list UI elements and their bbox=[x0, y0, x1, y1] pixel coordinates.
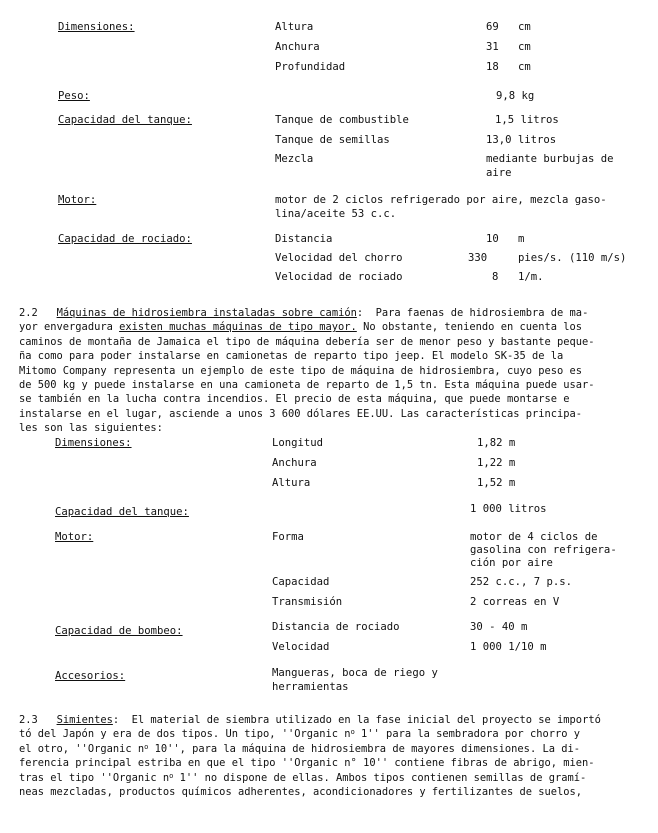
degree-sign: o bbox=[169, 771, 174, 780]
capacidad-rociado-label: Capacidad de rociado: bbox=[58, 233, 192, 245]
longitud-value: 1,82 m bbox=[477, 437, 516, 449]
motor-value-line1: motor de 2 ciclos refrigerado por aire, mezcla gaso- bbox=[275, 194, 607, 206]
motor-value-line2: lina/aceite 53 c.c. bbox=[275, 208, 397, 220]
capacidad-value: 252 c.c., 7 p.s. bbox=[470, 576, 573, 588]
accesorios-value-line2: herramientas bbox=[272, 681, 349, 693]
altura-value-2: 1,52 m bbox=[477, 477, 516, 489]
velocidad-rociado-unit: 1/m. bbox=[518, 271, 544, 283]
anchura-unit: cm bbox=[518, 41, 531, 53]
accesorios-value-line1: Mangueras, boca de riego y bbox=[272, 667, 438, 679]
paragraph-line: ña como para poder instalarse en camionetas de reparto tipo jeep. El modelo SK-35 de la bbox=[19, 350, 564, 363]
paragraph-line: se también en la lucha contra incendios. El precio de esta máquina, que puede montarse e bbox=[19, 393, 570, 406]
paragraph-line: 1'' no dispone de ellas. Ambos tipos contienen semillas de gramí- bbox=[173, 771, 587, 784]
capacidad-label: Capacidad bbox=[272, 576, 330, 588]
paragraph-line: de 500 kg y puede instalarse en una camioneta de reparto de 1,5 tn. Esta máquina puede usar- bbox=[19, 379, 595, 392]
forma-value-line3: ción por aire bbox=[470, 557, 553, 569]
distancia-rociado-value: 30 - 40 m bbox=[470, 621, 528, 633]
forma-label: Forma bbox=[272, 531, 304, 543]
anchura-value: 31 bbox=[486, 41, 499, 53]
mezcla-value-line2: aire bbox=[486, 167, 512, 179]
paragraph-line: instalarse en el lugar, asciende a unos 3 600 dólares EE.UU. Las características principa- bbox=[19, 407, 583, 420]
accesorios-label: Accesorios: bbox=[55, 670, 126, 682]
distancia-label: Distancia bbox=[275, 233, 333, 245]
section-title: Máquinas de hidrosiembra instaladas sobre camión bbox=[56, 307, 357, 319]
dimensiones-label: Dimensiones: bbox=[58, 21, 135, 33]
paragraph-line: Mitomo Company representa un ejemplo de este tipo de máquina de hidrosiembra, cuyo peso es bbox=[19, 364, 583, 377]
paragraph-line: tras el tipo ''Organic n bbox=[19, 771, 170, 784]
velocidad-chorro-value: 330 bbox=[468, 252, 488, 264]
tanque-semillas-value: 13,0 litros bbox=[486, 134, 557, 146]
mezcla-value-line1: mediante burbujas de bbox=[486, 153, 614, 165]
anchura-label-2: Anchura bbox=[272, 457, 317, 469]
velocidad-value: 1 000 1/10 m bbox=[470, 641, 547, 653]
paragraph-line: Para faenas de hidrosiembra de ma- bbox=[375, 307, 589, 319]
tanque-semillas-label: Tanque de semillas bbox=[275, 134, 390, 146]
paragraph-line: No obstante, teniendo en cuenta los bbox=[356, 321, 583, 334]
paragraph-line: 1'' para la sembradora por chorro y bbox=[354, 728, 580, 741]
transmision-value: 2 correas en V bbox=[470, 596, 560, 608]
motor-label-2: Motor: bbox=[55, 531, 94, 543]
profundidad-value: 18 bbox=[486, 61, 499, 73]
paragraph-line: les son las siguientes: bbox=[19, 422, 163, 435]
distancia-unit: m bbox=[518, 233, 525, 245]
capacidad-bombeo-label: Capacidad de bombeo: bbox=[55, 625, 183, 637]
altura-label: Altura bbox=[275, 21, 314, 33]
paragraph-line: tó del Japón y era de dos tipos. Un tipo, ''Organic n bbox=[19, 728, 351, 741]
underlined-phrase: existen muchas máquinas de tipo mayor. bbox=[119, 321, 357, 334]
peso-label: Peso: bbox=[58, 90, 90, 102]
dimensiones-label-2: Dimensiones: bbox=[55, 437, 132, 449]
distancia-rociado-label: Distancia de rociado bbox=[272, 621, 400, 633]
velocidad-rociado-value: 8 bbox=[492, 271, 499, 283]
section-title-2-3: Simientes bbox=[56, 714, 113, 726]
degree-sign: o bbox=[144, 742, 149, 751]
paragraph-line: el otro, ''Organic n bbox=[19, 742, 145, 755]
distancia-value: 10 bbox=[486, 233, 499, 245]
paragraph-line: El material de siembra utilizado en la fase inicial del proyecto se importó bbox=[131, 714, 601, 726]
velocidad-label: Velocidad bbox=[272, 641, 330, 653]
peso-value: 9,8 kg bbox=[496, 90, 535, 102]
velocidad-chorro-unit: pies/s. (110 m/s) bbox=[518, 252, 627, 264]
capacidad-tanque-label-2: Capacidad del tanque: bbox=[55, 506, 189, 518]
section-number: 2.2 bbox=[19, 307, 38, 319]
tanque-combustible-value: 1,5 litros bbox=[495, 114, 559, 126]
section-2-3-paragraph: 2.3 Simientes: El material de siembra utilizado en la fase inicial del proyecto se importó tó del Japón y era de dos tipos. Un tipo, ''Organic $n^o$ 1'' para la sembradora por chorro y el otro, ''Organic $n^o$ 10'', para la máquina de hidrosiembra de mayores dimensiones. La di- ferencia principal estriba en que el tipo ''Organic n° 10'' contiene fibras de abrigo, mien- tras el tipo ''Organic $n^o$ 1'' no dispone de ellas. Ambos tipos contienen semillas de gramí- neas mezcladas, productos químicos adherentes, acondicionadores y fertilizantes de suelos, bbox=[19, 713, 635, 799]
forma-value-line2: gasolina con refrigera- bbox=[470, 544, 617, 556]
longitud-label: Longitud bbox=[272, 437, 324, 449]
forma-value-line1: motor de 4 ciclos de bbox=[470, 531, 598, 543]
motor-label: Motor: bbox=[58, 194, 97, 206]
paragraph-line: neas mezcladas, productos químicos adherentes, acondicionadores y fertilizantes de suelos, bbox=[19, 786, 583, 799]
velocidad-rociado-label: Velocidad de rociado bbox=[275, 271, 403, 283]
altura-unit: cm bbox=[518, 21, 531, 33]
section-2-2-paragraph: 2.2 Máquinas de hidrosiembra instaladas sobre camión: Para faenas de hidrosiembra de ma- yor envergadura existen muchas máquinas de tipo mayor. No obstante, teniendo en cuenta los caminos de montaña de Jamaica el tipo de máquina debería ser de menor peso y bastante peque- ña como para poder instalarse en camionetas de reparto tipo jeep. El modelo SK-35 de la Mitomo Company representa un ejemplo de este tipo de máquina de hidrosiembra, cuyo peso es de 500 kg y puede instalarse en una camioneta de reparto de 1,5 tn. Esta máquina puede usar- se también en la lucha contra incendios. El precio de esta máquina, que puede montarse e instalarse en el lugar, asciende a unos 3 600 dólares EE.UU. Las características principa- les son las siguientes: bbox=[19, 306, 635, 436]
capacidad-tanque-label: Capacidad del tanque: bbox=[58, 114, 192, 126]
paragraph-line: 10'', para la máquina de hidrosiembra de mayores dimensiones. La di- bbox=[148, 742, 580, 755]
profundidad-label: Profundidad bbox=[275, 61, 346, 73]
paragraph-line: yor envergadura bbox=[19, 321, 120, 334]
capacidad-tanque-value-2: 1 000 litros bbox=[470, 503, 547, 515]
velocidad-chorro-label: Velocidad del chorro bbox=[275, 252, 403, 264]
mezcla-label: Mezcla bbox=[275, 153, 314, 165]
section-number-2-3: 2.3 bbox=[19, 714, 38, 726]
profundidad-unit: cm bbox=[518, 61, 531, 73]
altura-label-2: Altura bbox=[272, 477, 311, 489]
tanque-combustible-label: Tanque de combustible bbox=[275, 114, 409, 126]
anchura-label: Anchura bbox=[275, 41, 320, 53]
paragraph-line: ferencia principal estriba en que el tipo ''Organic n° 10'' contiene fibras de abrigo, mien- bbox=[19, 757, 595, 770]
degree-sign: o bbox=[350, 728, 355, 737]
paragraph-line: caminos de montaña de Jamaica el tipo de máquina debería ser de menor peso y bastante peque- bbox=[19, 335, 595, 348]
transmision-label: Transmisión bbox=[272, 596, 343, 608]
altura-value: 69 bbox=[486, 21, 499, 33]
anchura-value-2: 1,22 m bbox=[477, 457, 516, 469]
